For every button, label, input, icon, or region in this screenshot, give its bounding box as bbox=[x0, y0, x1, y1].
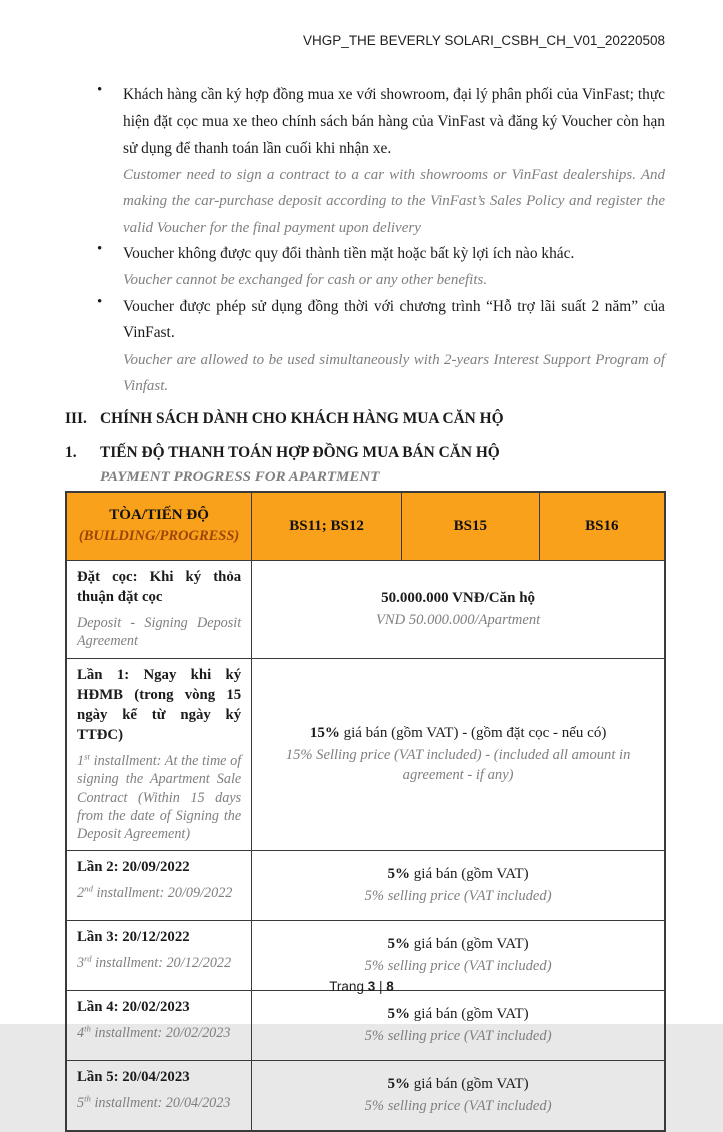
payment-schedule-table bbox=[65, 491, 666, 1132]
row-label-en: 2nd installment: 20/09/2022 bbox=[77, 883, 233, 901]
row-value-vi: 5% giá bán (gồm VAT) bbox=[387, 866, 529, 883]
header-cell-bs15: BS15 bbox=[401, 492, 539, 561]
header-cell-bs16: BS16 bbox=[539, 492, 665, 561]
footer-label: Trang bbox=[329, 979, 364, 994]
row-value-vi: 50.000.000 VNĐ/Căn hộ bbox=[381, 590, 536, 607]
bullet-text-vi: Voucher không được quy đổi thành tiền mặt hoặc bất kỳ lợi ích nào khác. bbox=[123, 244, 575, 262]
bullet-text-vi: Voucher được phép sử dụng đồng thời với chương trình “Hỗ trợ lãi suất 2 năm” của VinFast. bbox=[123, 297, 665, 342]
table-header-row bbox=[66, 492, 665, 561]
row-label-en: 4th installment: 20/02/2023 bbox=[77, 1023, 231, 1041]
row-value-cell bbox=[252, 658, 665, 850]
section-title: TIẾN ĐỘ THANH TOÁN HỢP ĐỒNG MUA BÁN CĂN HỘ bbox=[100, 444, 500, 462]
row-value-en: 5% selling price (VAT included) bbox=[364, 1098, 552, 1115]
row-label-vi: Lần 1: Ngay khi ký HĐMB (trong vòng 15 ngày kể từ ngày ký TTĐC) bbox=[77, 666, 242, 743]
page-number-footer bbox=[0, 979, 723, 994]
row-label-cell bbox=[66, 850, 252, 920]
row-label-vi: Lần 3: 20/12/2022 bbox=[77, 928, 190, 945]
table-row bbox=[66, 1060, 665, 1131]
section-subtitle: PAYMENT PROGRESS FOR APARTMENT bbox=[100, 468, 380, 485]
row-label-en: 5th installment: 20/04/2023 bbox=[77, 1093, 231, 1111]
section-title: CHÍNH SÁCH DÀNH CHO KHÁCH HÀNG MUA CĂN HỘ bbox=[100, 410, 504, 428]
bullet-list bbox=[65, 82, 665, 399]
row-label-vi: Lần 5: 20/04/2023 bbox=[77, 1068, 190, 1085]
footer-current-page: 3 bbox=[367, 979, 376, 994]
row-value-vi: 5% giá bán (gồm VAT) bbox=[387, 1006, 529, 1023]
list-item bbox=[65, 294, 665, 400]
row-label-en: 1st installment: At the time of signing the Apartment Sale Contract (Within 15 days from the date of Signing the Deposit Agreement) bbox=[77, 750, 242, 843]
row-value-cell bbox=[252, 850, 665, 920]
section-number: III. bbox=[65, 410, 87, 428]
row-value-en: 15% Selling price (VAT included) - (included all amount in agreement - if any) bbox=[285, 746, 631, 784]
bullet-icon: • bbox=[97, 240, 103, 257]
footer-total-pages: 8 bbox=[386, 979, 394, 994]
row-value-cell bbox=[252, 560, 665, 658]
row-label-cell bbox=[66, 560, 252, 658]
row-label-en: 3rd installment: 20/12/2022 bbox=[77, 953, 232, 971]
row-label-vi: Lần 2: 20/09/2022 bbox=[77, 858, 190, 875]
row-value-en: 5% selling price (VAT included) bbox=[364, 888, 552, 905]
row-value-vi: 15% giá bán (gồm VAT) - (gồm đặt cọc - nếu có) bbox=[309, 725, 607, 742]
footer-separator: | bbox=[379, 979, 383, 994]
document-body bbox=[65, 82, 665, 1132]
row-label-vi: Đặt cọc: Khi ký thỏa thuận đặt cọc bbox=[77, 568, 242, 605]
section-number: 1. bbox=[65, 444, 77, 462]
row-value-vi: 5% giá bán (gồm VAT) bbox=[387, 1076, 529, 1093]
header-label-vi: TÒA/TIẾN ĐỘ bbox=[109, 507, 209, 524]
row-label-en: Deposit - Signing Deposit Agreement bbox=[77, 614, 242, 650]
bullet-icon: • bbox=[97, 82, 103, 98]
row-label-vi: Lần 4: 20/02/2023 bbox=[77, 998, 190, 1015]
row-value-vi: 5% giá bán (gồm VAT) bbox=[387, 936, 529, 953]
header-cell-bs11-bs12: BS11; BS12 bbox=[252, 492, 402, 561]
bullet-icon: • bbox=[97, 293, 103, 310]
table-row bbox=[66, 658, 665, 850]
row-value-en: VND 50.000.000/Apartment bbox=[376, 611, 541, 628]
list-item bbox=[65, 241, 665, 294]
row-value-en: 5% selling price (VAT included) bbox=[364, 958, 552, 975]
row-label-cell bbox=[66, 990, 252, 1060]
table-row bbox=[66, 990, 665, 1060]
section-heading-1 bbox=[65, 439, 665, 467]
row-label-cell bbox=[66, 1060, 252, 1131]
bullet-text-en: Customer need to sign a contract to a car with showrooms or VinFast dealerships. And making the car-purchase deposit according to the VinFast’s Sales Policy and register the valid Voucher for the final payment upon delivery bbox=[123, 167, 665, 236]
row-value-cell bbox=[252, 990, 665, 1060]
list-item bbox=[65, 82, 665, 241]
row-value-cell bbox=[252, 1060, 665, 1131]
bullet-text-en: Voucher are allowed to be used simultaneously with 2-years Interest Support Program of Vinfast. bbox=[123, 352, 665, 395]
table-row bbox=[66, 560, 665, 658]
row-label-cell bbox=[66, 658, 252, 850]
row-value-en: 5% selling price (VAT included) bbox=[364, 1028, 552, 1045]
header-label-en: (BUILDING/PROGRESS) bbox=[78, 528, 240, 545]
bullet-text-en: Voucher cannot be exchanged for cash or any other benefits. bbox=[123, 272, 488, 289]
document-header-title: VHGP_THE BEVERLY SOLARI_CSBH_CH_V01_20220508 bbox=[303, 33, 665, 48]
section-heading-3 bbox=[65, 405, 665, 433]
bullet-text-vi: Khách hàng cần ký hợp đồng mua xe với showroom, đại lý phân phối của VinFast; thực hiện đặt cọc mua xe theo chính sách bán hàng của VinFast và đăng ký Voucher còn hạn sử dụng để thanh toán lần cuối khi nhận xe. bbox=[123, 86, 665, 157]
header-cell-building-progress bbox=[66, 492, 252, 561]
table-row bbox=[66, 850, 665, 920]
